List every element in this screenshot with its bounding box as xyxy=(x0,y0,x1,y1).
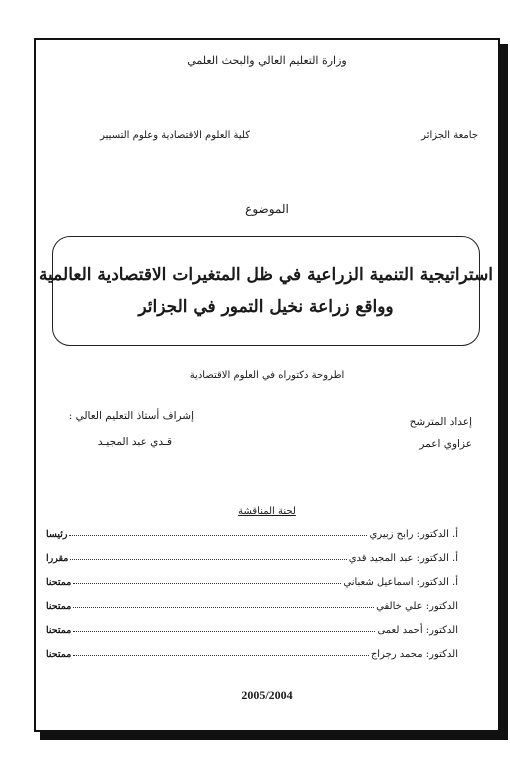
member-role: ممتحنا xyxy=(46,601,72,612)
academic-year: 2005/2004 xyxy=(241,688,293,702)
candidate-name: عزاوي اعمر xyxy=(419,438,472,450)
prepared-by-label: إعداد المترشح xyxy=(409,416,472,428)
dotted-leader xyxy=(69,534,367,536)
dotted-leader xyxy=(73,606,374,608)
committee-member-1 xyxy=(46,520,458,540)
member-name: أ. الدكتور: اسماعيل شعباني xyxy=(343,577,458,588)
committee-member-5 xyxy=(46,616,458,636)
member-role: رئيسا xyxy=(46,529,68,540)
committee-member-2 xyxy=(46,544,458,564)
supervisor-name: قـدي عبد المجيـد xyxy=(97,436,172,448)
dotted-leader xyxy=(73,582,341,584)
dotted-leader xyxy=(70,558,346,560)
committee-member-4 xyxy=(46,592,458,612)
member-role: ممتحنا xyxy=(46,577,72,588)
dotted-leader xyxy=(73,654,368,656)
member-name: الدكتور: أحمد لعمى xyxy=(377,625,458,636)
faculty-name: كلية العلوم الاقتصادية وعلوم التسيير xyxy=(100,130,250,141)
member-role: ممتحنا xyxy=(46,649,72,660)
committee-label xyxy=(36,506,498,517)
member-name: الدكتور: علي خالفي xyxy=(376,601,458,612)
member-name: أ. الدكتور: رابح زبيري xyxy=(369,529,458,540)
committee-member-3 xyxy=(46,568,458,588)
title-line-2: وواقع زراعة نخيل التمور في الجزائر xyxy=(138,297,394,317)
member-role: مقررا xyxy=(46,553,69,564)
member-role: ممتحنا xyxy=(46,625,72,636)
university-name: جامعة الجزائر xyxy=(421,130,478,141)
title-box xyxy=(38,236,494,346)
member-name: الدكتور: محمد رجراج xyxy=(370,649,458,660)
ministry-name: وزارة التعليم العالي والبحث العلمي xyxy=(187,54,347,67)
thesis-note: اطروحة دكتوراه في العلوم الاقتصادية xyxy=(189,370,345,381)
subject-label: الموضوع xyxy=(245,202,289,216)
member-name: أ. الدكتور: عبد المجيد قدي xyxy=(348,553,458,564)
committee-label-text: لجنة المناقشة xyxy=(238,506,296,517)
cover-page-frame xyxy=(34,38,500,732)
supervision-label: إشراف أستاذ التعليم العالي : xyxy=(68,410,194,422)
title-line-1: استراتيجية التنمية الزراعية في ظل المتغيرات الاقتصادية العالمية xyxy=(38,265,494,285)
committee-member-6 xyxy=(46,640,458,660)
dotted-leader xyxy=(73,630,375,632)
